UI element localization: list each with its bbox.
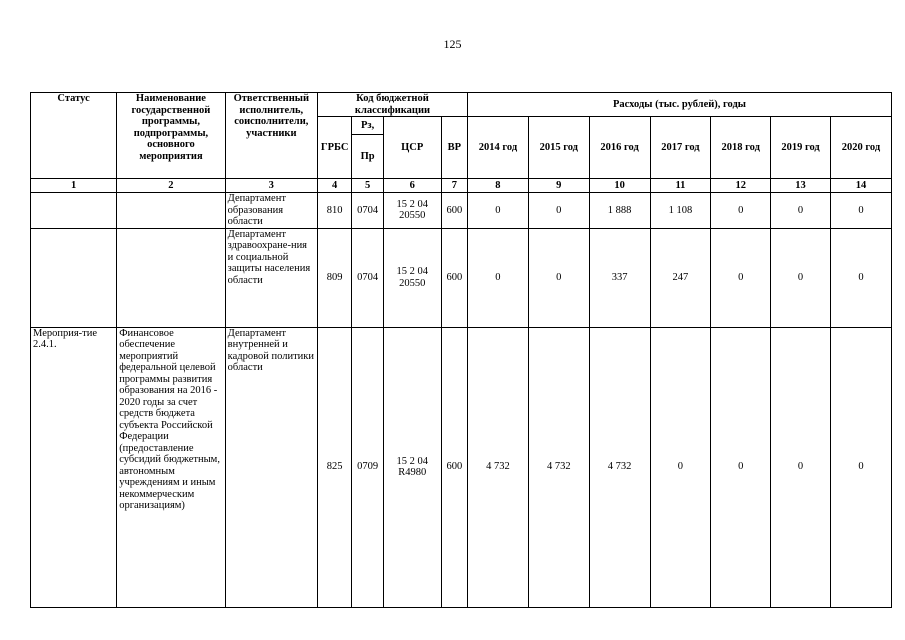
header-year: 2020 год	[830, 117, 891, 179]
cell-value: 0	[528, 193, 589, 229]
header-name: Наименование государственной программы, подпрограммы, основного мероприятия	[117, 93, 225, 179]
column-number: 8	[468, 179, 529, 193]
cell-vr: 600	[441, 228, 467, 327]
cell-name: Финансовое обеспечение мероприятий федеральной целевой программы развития образования на 2016 - 2020 годы за счет средств бюджета субъекта Российской Федерации (предоставление субсидий бюджетным, автономным учреждениям и иным некоммерческим организациям)	[117, 327, 225, 607]
cell-value: 0	[771, 228, 831, 327]
header-responsible: Ответственный исполнитель, соисполнители, участники	[225, 93, 317, 179]
cell-value: 0	[830, 228, 891, 327]
cell-value: 1 108	[650, 193, 711, 229]
header-year: 2017 год	[650, 117, 711, 179]
column-number: 10	[589, 179, 650, 193]
cell-value: 0	[711, 193, 771, 229]
cell-rzpr: 0704	[352, 228, 383, 327]
cell-status	[31, 193, 117, 229]
cell-value: 0	[650, 327, 711, 607]
cell-csr: 15 2 04 20550	[383, 193, 441, 229]
column-number: 12	[711, 179, 771, 193]
cell-value: 0	[830, 193, 891, 229]
cell-rzpr: 0704	[352, 193, 383, 229]
header-year: 2018 год	[711, 117, 771, 179]
table-row	[31, 327, 892, 607]
column-number: 13	[771, 179, 831, 193]
cell-name	[117, 228, 225, 327]
budget-table	[30, 92, 892, 608]
cell-value: 0	[771, 327, 831, 607]
cell-grbs: 809	[317, 228, 351, 327]
column-number: 14	[830, 179, 891, 193]
table-row	[31, 193, 892, 229]
column-number: 11	[650, 179, 711, 193]
cell-value: 4 732	[468, 327, 529, 607]
column-number: 5	[352, 179, 383, 193]
page-number: 125	[443, 37, 462, 51]
header-year: 2015 год	[528, 117, 589, 179]
table-row	[31, 228, 892, 327]
header-year: 2019 год	[771, 117, 831, 179]
cell-grbs: 810	[317, 193, 351, 229]
column-number: 6	[383, 179, 441, 193]
cell-csr: 15 2 04 20550	[383, 228, 441, 327]
cell-value: 0	[528, 228, 589, 327]
column-number: 9	[528, 179, 589, 193]
cell-status	[31, 228, 117, 327]
header-grbs: ГРБС	[317, 117, 351, 179]
cell-responsible: Департамент внутренней и кадровой политики области	[225, 327, 317, 607]
column-number: 4	[317, 179, 351, 193]
cell-rzpr: 0709	[352, 327, 383, 607]
cell-csr: 15 2 04 R4980	[383, 327, 441, 607]
cell-value: 247	[650, 228, 711, 327]
header-pr: Пр	[352, 135, 383, 179]
column-number: 2	[117, 179, 225, 193]
header-year: 2016 год	[589, 117, 650, 179]
cell-responsible: Департамент образования области	[225, 193, 317, 229]
header-vr: ВР	[441, 117, 467, 179]
column-number: 3	[225, 179, 317, 193]
header-expenses: Расходы (тыс. рублей), годы	[468, 93, 892, 117]
header-status: Статус	[31, 93, 117, 179]
column-number: 7	[441, 179, 467, 193]
cell-value: 0	[468, 193, 529, 229]
header-year: 2014 год	[468, 117, 529, 179]
cell-value: 1 888	[589, 193, 650, 229]
column-number: 1	[31, 179, 117, 193]
cell-value: 0	[468, 228, 529, 327]
cell-vr: 600	[441, 327, 467, 607]
header-rz: Рз,	[352, 117, 383, 135]
header-budget-code: Код бюджетной классификации	[317, 93, 467, 117]
cell-name	[117, 193, 225, 229]
cell-value: 0	[771, 193, 831, 229]
cell-value: 4 732	[528, 327, 589, 607]
cell-vr: 600	[441, 193, 467, 229]
cell-value: 0	[711, 228, 771, 327]
cell-value: 337	[589, 228, 650, 327]
cell-value: 0	[711, 327, 771, 607]
cell-value: 0	[830, 327, 891, 607]
header-csr: ЦСР	[383, 117, 441, 179]
cell-value: 4 732	[589, 327, 650, 607]
cell-status: Мероприя-тие 2.4.1.	[31, 327, 117, 607]
cell-responsible: Департамент здравоохране-ния и социальной защиты населения области	[225, 228, 317, 327]
cell-grbs: 825	[317, 327, 351, 607]
